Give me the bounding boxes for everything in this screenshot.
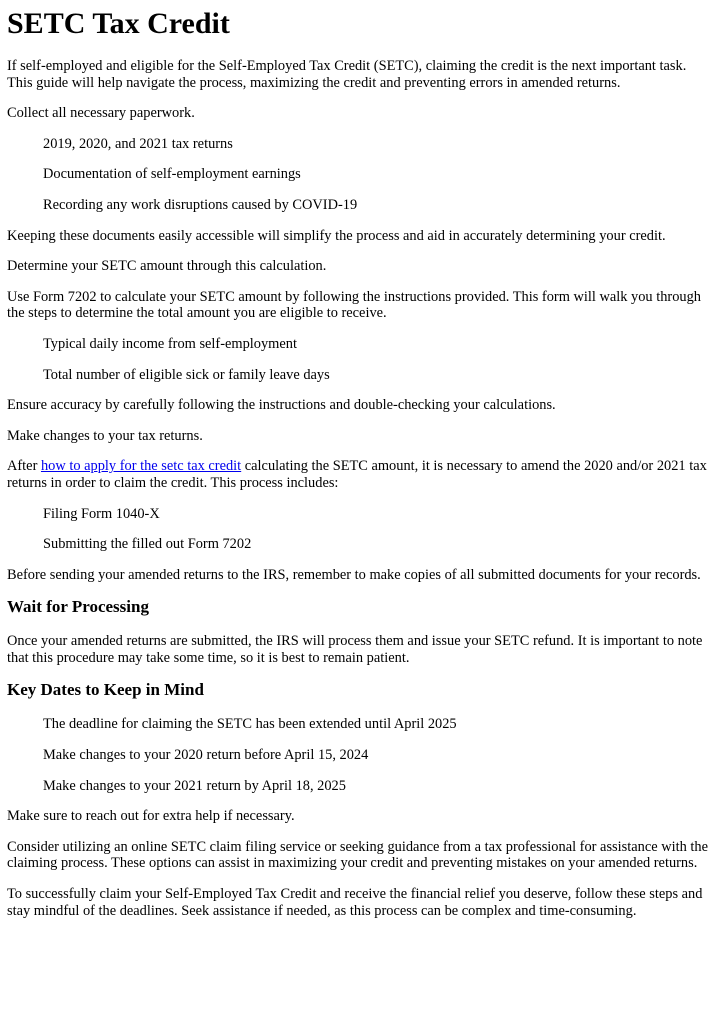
collect-item: Documentation of self-employment earnings [43,166,301,183]
collect-heading: Collect all necessary paperwork. [7,105,195,122]
determine-item: Typical daily income from self-employment [43,335,297,352]
determine-item: Total number of eligible sick or family leave days [43,366,330,383]
determine-note: Ensure accuracy by carefully following the instructions and double-checking your calculations. [7,397,556,414]
article [0,7,720,919]
amend-note: Before sending your amended returns to the IRS, remember to make copies of all submitted documents for your records. [7,566,701,583]
help-text: Consider utilizing an online SETC claim filing service or seeking guidance from a tax professional for assistance with the claiming process. These options can assist in maximizing your credit and preventing mistakes on your amended returns. [7,838,708,872]
amend-paragraph [7,458,713,491]
determine-text: Use Form 7202 to calculate your SETC amount by following the instructions provided. This form will walk you through the steps to determine the total amount you are eligible to receive. [7,288,701,322]
help-heading: Make sure to reach out for extra help if necessary. [7,808,295,825]
collect-item: 2019, 2020, and 2021 tax returns [43,135,233,152]
collect-item: Recording any work disruptions caused by COVID-19 [43,196,358,213]
amend-text-after: calculating the SETC amount, it is necessary to amend the 2020 and/or 2021 tax returns in order to claim the credit. This process includes: [7,458,707,491]
amend-item: Submitting the filled out Form 7202 [43,536,252,553]
conclusion-paragraph: To successfully claim your Self-Employed Tax Credit and receive the financial relief you deserve, follow these steps and stay mindful of the deadlines. Seek assistance if needed, as this process can be complex and time-consuming. [7,886,703,919]
amend-heading: Make changes to your tax returns. [7,427,203,444]
determine-heading: Determine your SETC amount through this calculation. [7,258,327,275]
collect-note: Keeping these documents easily accessible will simplify the process and aid in accurately determining your credit. [7,227,666,244]
amend-text-before: After [7,458,41,475]
intro-paragraph: If self-employed and eligible for the Self-Employed Tax Credit (SETC), claiming the credit is the next important task. This guide will help navigate the process, maximizing the credit and preventing errors in amended returns. [7,58,687,91]
dates-heading: Key Dates to Keep in Mind [7,680,204,700]
wait-text: Once your amended returns are submitted, the IRS will process them and issue your SETC refund. It is important to note that this procedure may take some time, so it is best to remain patient. [7,633,703,666]
date-item: The deadline for claiming the SETC has been extended until April 2025 [43,716,457,733]
wait-heading: Wait for Processing [7,597,149,617]
page-title: SETC Tax Credit [7,7,230,40]
date-item: Make changes to your 2021 return by April 18, 2025 [43,777,346,794]
amend-item: Filing Form 1040-X [43,505,160,522]
date-item: Make changes to your 2020 return before April 15, 2024 [43,747,369,764]
setc-apply-link[interactable]: how to apply for the setc tax credit [40,458,242,475]
